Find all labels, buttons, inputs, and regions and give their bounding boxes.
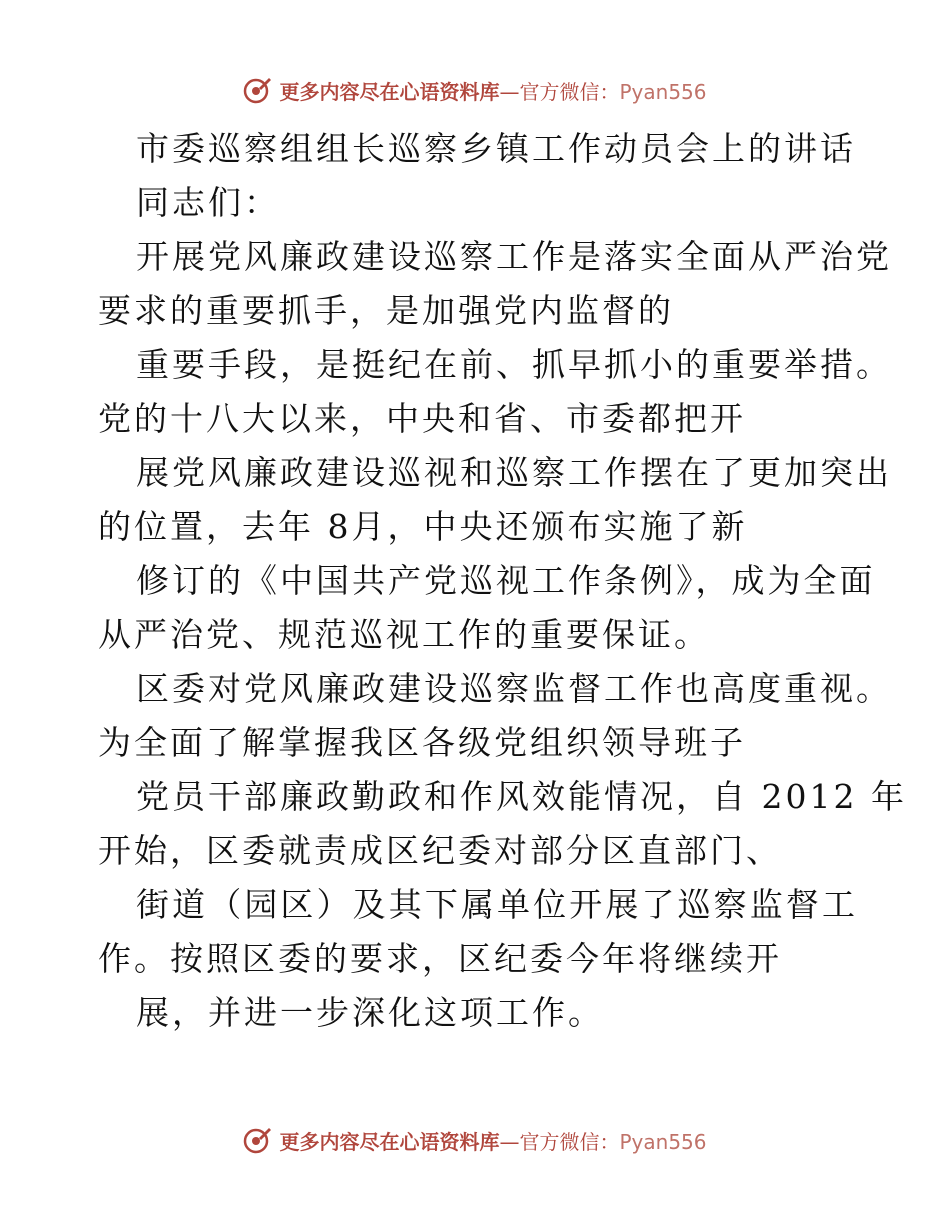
paragraph-line: 开始，区委就责成区纪委对部分区直部门、: [98, 831, 782, 870]
paragraph-line: 党的十八大以来，中央和省、市委都把开: [98, 399, 746, 438]
paragraph-line: 修订的《中国共产党巡视工作条例》，成为全面: [136, 561, 876, 600]
footer-watermark: [0, 1120, 950, 1160]
paragraph-line: 重要手段，是挺纪在前、抓早抓小的重要举措。: [136, 345, 892, 384]
watermark-account: Pyan556: [619, 79, 707, 104]
paragraph-line: 的位置，去年 8月，中央还颁布实施了新: [98, 507, 748, 546]
pen-logo-icon: [243, 75, 273, 105]
paragraph-line: 展党风廉政建设巡视和巡察工作摆在了更加突出: [136, 453, 892, 492]
document-title: 市委巡察组组长巡察乡镇工作动员会上的讲话: [136, 129, 856, 168]
paragraph-line: 党员干部廉政勤政和作风效能情况，自 2012 年: [136, 777, 907, 816]
paragraph-line: 从严治党、规范巡视工作的重要保证。: [98, 615, 710, 654]
paragraph-line: 区委对党风廉政建设巡察监督工作也高度重视。: [136, 669, 892, 708]
paragraph-line: 展，并进一步深化这项工作。: [136, 993, 604, 1032]
paragraph-line: 街道（园区）及其下属单位开展了巡察监督工: [136, 885, 858, 924]
watermark-account: Pyan556: [619, 1129, 707, 1154]
watermark-brand: 更多内容尽在心语资料库: [279, 79, 500, 104]
salutation: 同志们：: [136, 183, 280, 222]
paragraph-line: 为全面了解掌握我区各级党组织领导班子: [98, 723, 746, 762]
watermark-official: —官方微信：: [499, 1129, 620, 1154]
pen-logo-icon: [243, 1125, 273, 1155]
watermark-text: [279, 1126, 706, 1155]
header-watermark: [0, 70, 950, 110]
watermark-official: —官方微信：: [499, 79, 620, 104]
document-body: [98, 122, 907, 1040]
paragraph-line: 要求的重要抓手，是加强党内监督的: [98, 291, 674, 330]
paragraph-line: 作。按照区委的要求，区纪委今年将继续开: [98, 939, 782, 978]
watermark-brand: 更多内容尽在心语资料库: [279, 1129, 500, 1154]
watermark-text: [279, 76, 706, 105]
paragraph-line: 开展党风廉政建设巡察工作是落实全面从严治党: [136, 237, 892, 276]
